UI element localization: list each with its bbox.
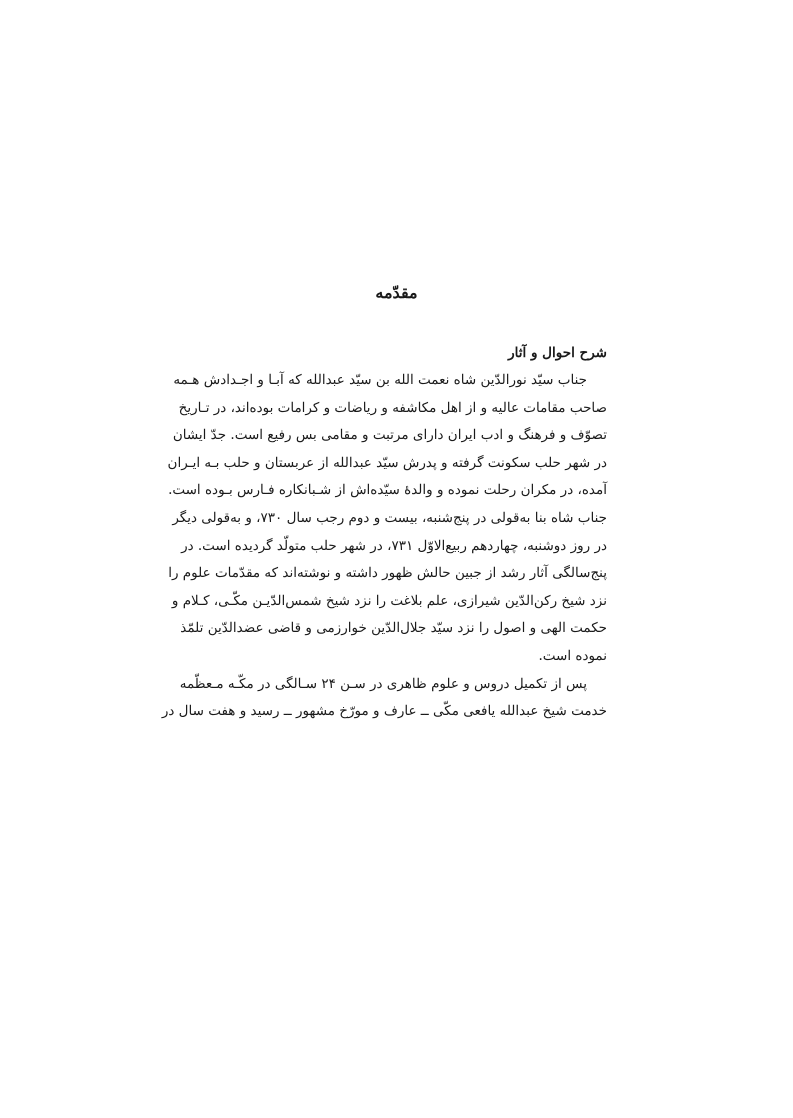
section-heading: شرح احوال و آثار (508, 345, 607, 361)
text-line: پس از تکمیل دروس و علوم ظاهری در سـن ۲۴ سـالگی در مکّـه مـعظّمه (179, 675, 587, 692)
text-line: جناب شاه بنا به‌قولی در پنج‌شنبه، بیست و دوم رجب سال ۷۳۰، و به‌قولی دیگر (172, 509, 607, 526)
text-line: خدمت شیخ عبدالله یافعی مکّی ــ عارف و مورّخ مشهور ــ رسید و هفت سال در (161, 703, 607, 720)
text-line: صاحب مقامات عالیه و از اهل مکاشفه و ریاضات و کرامات بوده‌اند، در تـاریخ (178, 399, 607, 416)
text-line: در روز دوشنبه، چهاردهم ربیع‌الاوّل ۷۳۱، در شهر حلب متولّد گردیده است. در (181, 537, 607, 554)
text-line: نزد شیخ رکن‌الدّین شیرازی، علم بلاغت را نزد شیخ شمس‌الدّیـن مکّـی، کـلام و (171, 592, 607, 609)
text-line: حکمت الهی و اصول را نزد سیّد جلال‌الدّین خوارزمی و قاضی عضدالدّین تلمّذ (180, 620, 607, 637)
text-line: تصوّف و فرهنگ و ادب ایران دارای مرتبت و مقامی بس رفیع است. جدّ ایشان (172, 427, 607, 444)
text-line: جناب سیّد نورالدّین شاه نعمت الله بن سیّد عبدالله که آبـا و اجـدادش هـمه (173, 372, 587, 388)
text-line: پنج‌سالگی آثار رشد از جبین حالش ظهور داشته و نوشته‌اند که مقدّمات علوم را (168, 565, 607, 582)
paragraph-2 (161, 671, 607, 726)
body-text (161, 339, 607, 726)
text-line: آمده، در مکران رحلت نموده و والدهٔ سیّده‌اش از شـبانکاره فـارس بـوده است. (168, 482, 607, 499)
page-title: مقدّمه (375, 283, 418, 302)
text-line: نموده است. (538, 647, 607, 664)
text-line: در شهر حلب سکونت گرفته و پدرش سیّد عبدالله از عربستان و حلب بـه ایـران (167, 454, 607, 471)
paragraph-1 (167, 367, 607, 671)
